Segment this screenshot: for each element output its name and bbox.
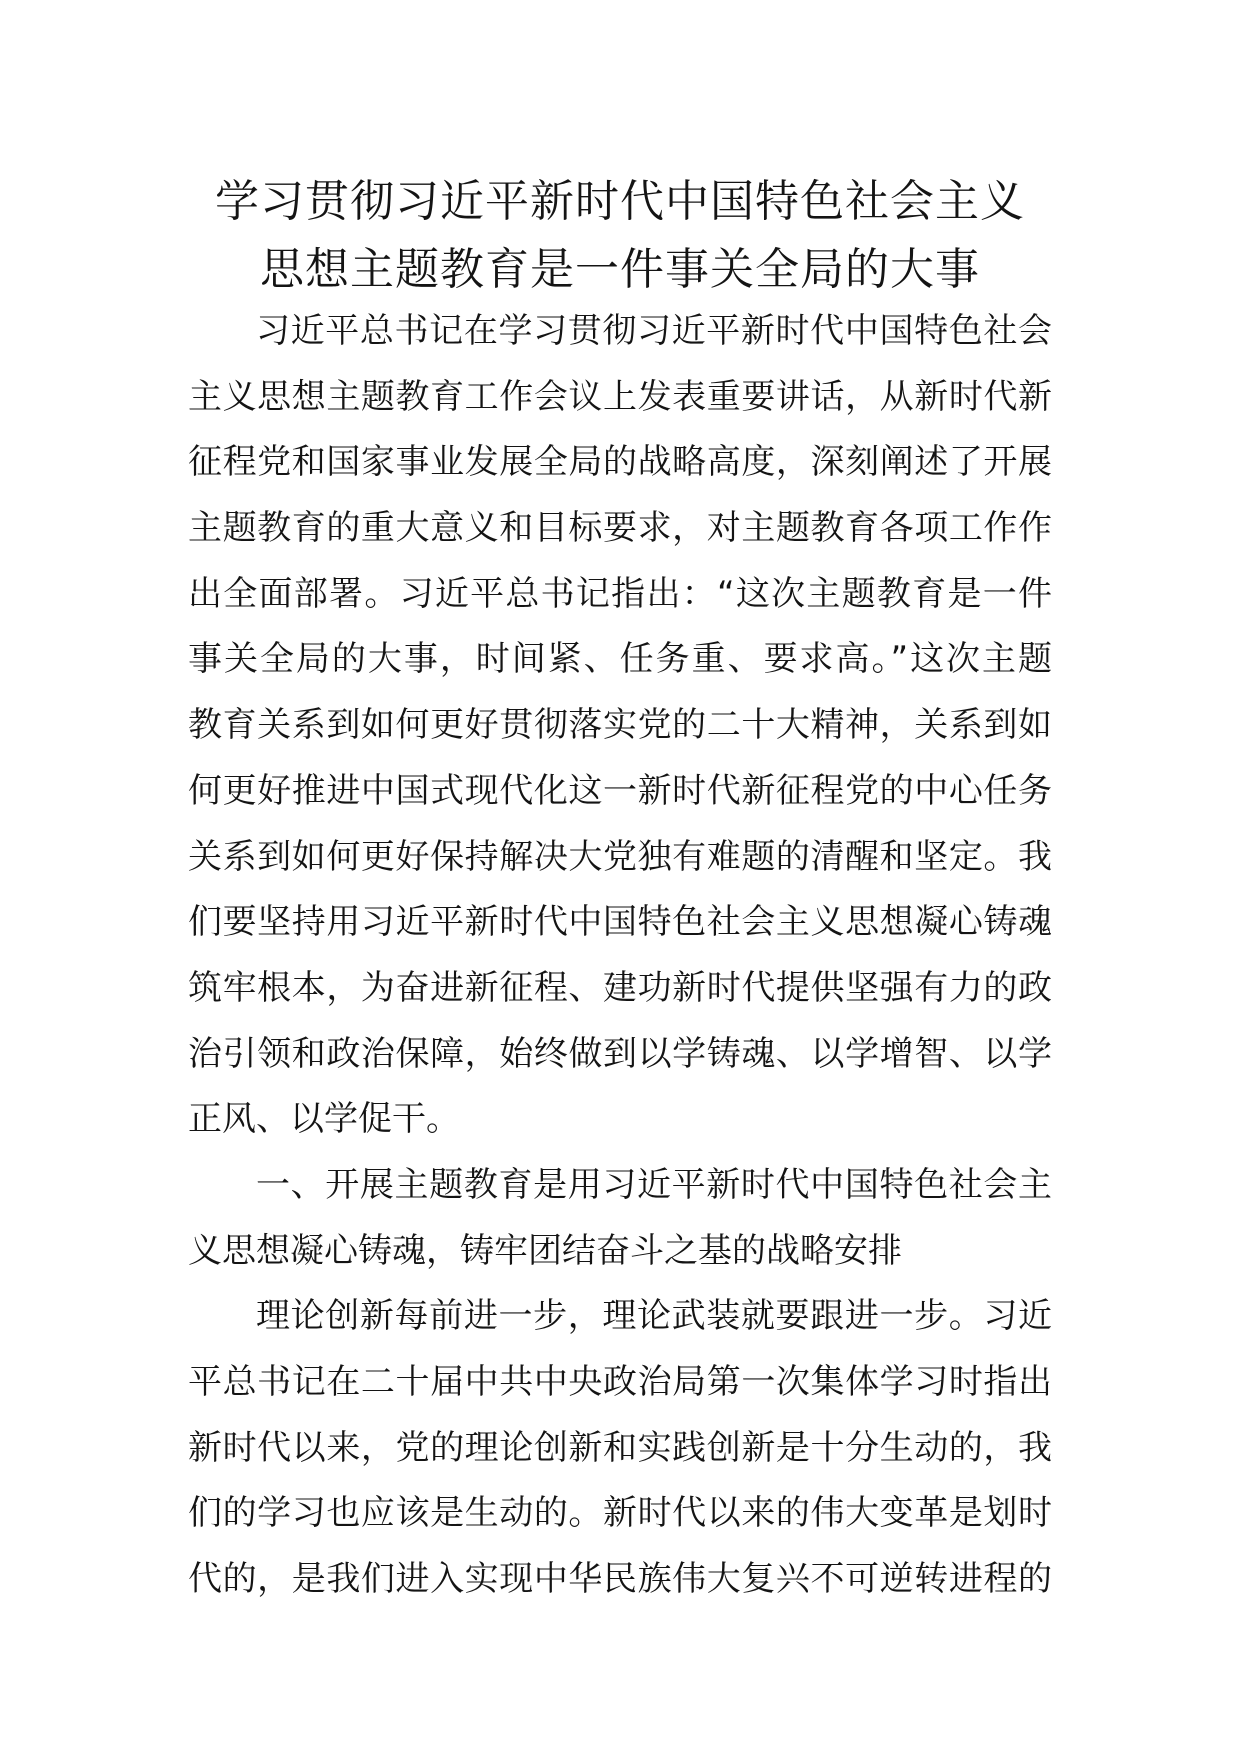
paragraph-line: 何更好推进中国式现代化这一新时代新征程党的中心任务 — [188, 770, 1052, 811]
paragraph-line: 教育关系到如何更好贯彻落实党的二十大精神，关系到如 — [188, 705, 1052, 746]
paragraph-line: 们的学习也应该是生动的。新时代以来的伟大变革是划时 — [188, 1493, 1052, 1534]
paragraph-line: 筑牢根本，为奋进新征程、建功新时代提供坚强有力的政 — [188, 967, 1052, 1008]
paragraph-line: 理论创新每前进一步，理论武装就要跟进一步。习近 — [256, 1296, 1052, 1337]
document-title — [150, 168, 1090, 304]
paragraph-line: 主题教育的重大意义和目标要求，对主题教育各项工作作 — [188, 508, 1052, 549]
paragraph — [188, 299, 1052, 1153]
paragraph-line: 治引领和政治保障，始终做到以学铸魂、以学增智、以学 — [188, 1033, 1052, 1074]
paragraph-line: 习近平总书记在学习贯彻习近平新时代中国特色社会 — [256, 311, 1052, 351]
paragraph-line: 出全面部署。习近平总书记指出：“这次主题教育是一件 — [188, 573, 1052, 614]
paragraph — [188, 1284, 1052, 1612]
title-line: 学习贯彻习近平新时代中国特色社会主义 — [215, 176, 1025, 227]
paragraph-line: 关系到如何更好保持解决大党独有难题的清醒和坚定。我 — [188, 836, 1052, 877]
paragraph-line: 主义思想主题教育工作会议上发表重要讲话，从新时代新 — [188, 376, 1052, 417]
paragraph-line: 征程党和国家事业发展全局的战略高度，深刻阐述了开展 — [188, 442, 1052, 483]
paragraph-line: 正风、以学促干。 — [188, 1099, 460, 1140]
heading-line: 义思想凝心铸魂，铸牢团结奋斗之基的战略安排 — [188, 1230, 902, 1271]
title-line: 思想主题教育是一件事关全局的大事 — [260, 244, 980, 295]
paragraph-line: 事关全局的大事，时间紧、任务重、要求高。”这次主题 — [188, 639, 1052, 680]
heading-line: 一、开展主题教育是用习近平新时代中国特色社会主 — [256, 1164, 1052, 1205]
document-body — [188, 299, 1052, 1613]
paragraph-line: 平总书记在二十届中共中央政治局第一次集体学习时指出 — [188, 1362, 1052, 1402]
paragraph-line: 们要坚持用习近平新时代中国特色社会主义思想凝心铸魂 — [188, 902, 1052, 943]
paragraph-line: 新时代以来，党的理论创新和实践创新是十分生动的，我 — [188, 1427, 1052, 1468]
paragraph-line: 代的，是我们进入实现中华民族伟大复兴不可逆转进程的 — [188, 1559, 1052, 1600]
section-heading — [188, 1153, 1052, 1284]
